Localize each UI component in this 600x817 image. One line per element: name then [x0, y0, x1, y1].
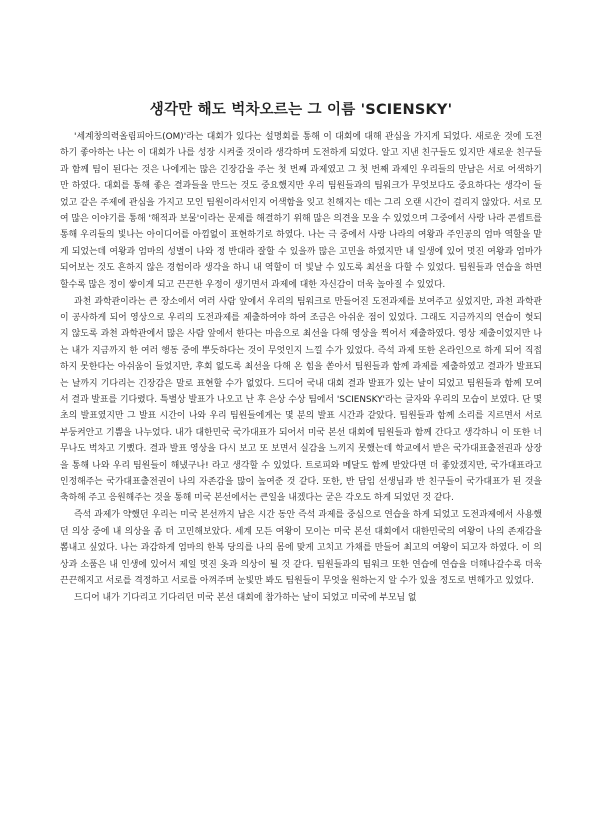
paragraph: 드디어 내가 기다리고 기다리던 미국 본선 대회에 참가하는 날이 되었고 미국에 부모님 없 — [74, 592, 417, 603]
document-body — [60, 129, 542, 606]
document-title: 생각만 해도 벅차오르는 그 이름 'SCIENSKY' — [149, 102, 453, 118]
paragraph: 과천 과학관이라는 큰 장소에서 여러 사람 앞에서 우리의 팀워크로 만들어진 도전과제를 보여주고 싶었지만, 과천 과학관이 공사하게 되어 영상으로 우리의 도전과제를 제출하여야 하여 조금은 아쉬운 점이 있었다. 그래도 지금까지의 연습이 헛되지 않도록 과천 과학관에서 많은 사람 앞에서 한다는 마음으로 최선을 다해 영상을 찍어서 제출하였다. 영상 제출이었지만 나는 내가 지금까지 한 여러 행동 중에 뿌듯하다는 것이 무엇인지 느낄 수가 있었다. 즉석 과제 또한 온라인으로 하게 되어 직접 하지 못한다는 아쉬움이 들었지만, 후회 없도록 최선을 다해 온 힘을 쏟아서 팀원들과 함께 과제를 제출하였고 결과가 발표되는 날까지 기다리는 긴장감은 말로 표현할 수가 없었다. 드디어 국내 대회 결과 발표가 있는 날이 되었고 팀원들과 함께 모여서 결과 발표를 기다렸다. 특별상 발표가 나오고 난 후 은상 수상 팀에서 'SCIENSKY'라는 글자와 우리의 모습이 보였다. 단 몇 초의 발표였지만 그 발표 시간이 나와 우리 팀원들에게는 몇 분의 발표 시간과 같았다. 팀원들과 함께 소리를 지르면서 서로 부둥켜안고 기쁨을 나누었다. 내가 대한민국 국가대표가 되어서 미국 본선 대회에 팀원들과 함께 간다고 생각하니 이 또한 너무나도 벅차고 기뻤다. 결과 발표 영상을 다시 보고 또 보면서 실감을 느끼지 못했는데 학교에서 받은 국가대표출전권과 상장을 통해 나와 우리 팀원들이 해냈구나! 라고 생각할 수 있었다. 트로피와 메달도 함께 받았다면 더 좋았겠지만, 국가대표라고 인정해주는 국가대표출전권이 나의 자존감을 많이 높여준 것 같다. 또한, 반 담임 선생님과 반 친구들이 국가대표가 된 것을 축하해 주고 응원해주는 것을 통해 미국 본선에서는 큰일을 내겠다는 굳은 각오도 하게 되었던 것 같다. — [60, 296, 542, 504]
document-page — [60, 70, 542, 770]
paragraph: '세계창의력올림피아드(OM)'라는 대회가 있다는 설명회를 통해 이 대회에 대해 관심을 가지게 되었다. 새로운 것에 도전하기 좋아하는 나는 이 대회가 나를 성장 시켜줄 것이라 생각하며 도전하게 되었다. 알고 지낸 친구들도 있지만 새로운 친구들과 함께 팀이 된다는 것은 나에게는 많은 긴장감을 주는 첫 번째 과제였고 그 첫 번째 과제인 우리들의 만남은 서로 어색하기만 하였다. 대회를 통해 좋은 결과들을 만드는 것도 중요했지만 우리 팀원들과의 팀워크가 무엇보다도 중요하다는 생각이 들었고 같은 주제에 관심을 가지고 모인 팀원이라서인지 어색함을 잊고 친해지는 데는 그리 오랜 시간이 걸리지 않았다. 서로 모여 많은 이야기를 통해 '해적과 보물'이라는 문제를 해결하기 위해 많은 의견을 모을 수 있었으며 그중에서 사랑 나라 콘셉트를 통해 우리들의 빛나는 아이디어를 아낌없이 표현하기로 하였다. 나는 극 중에서 사랑 나라의 여왕과 주인공의 엄마 역할을 맡게 되었는데 여왕과 엄마의 성별이 나와 정 반대라 잘할 수 있을까 많은 고민을 하였지만 내 일생에 있어 멋진 여왕과 엄마가 되어보는 것도 흔하지 않은 경험이라 생각을 하니 내 역할이 더 빛날 수 있도록 최선을 다할 수 있었다. 팀원들과 연습을 하면 할수록 많은 정이 쌓이게 되고 끈끈한 우정이 생기면서 과제에 대한 자신감이 더욱 높아질 수 있었다. — [60, 132, 542, 290]
paragraph: 즉석 과제가 약했던 우리는 미국 본선까지 남은 시간 동안 즉석 과제를 중심으로 연습을 하게 되었고 도전과제에서 사용했던 의상 중에 내 의상을 좀 더 고민해보았다. 세계 모든 여왕이 모이는 미국 본선 대회에서 대한민국의 여왕이 나의 존재감을 뽐내고 싶었다. 나는 과감하게 엄마의 한복 당의를 나의 몸에 맞게 고치고 가채를 만들어 최고의 여왕이 되고자 하였다. 이 의상과 소품은 내 인생에 있어서 제일 멋진 옷과 의상이 될 것 같다. 팀원들과의 팀워크 또한 연습에 연습을 더해나갈수록 더욱 끈끈해지고 서로를 격정하고 서로를 아껴주며 눈빛만 봐도 팀원들이 무엇을 원하는지 알 수가 있을 정도로 변해가고 있었다. — [60, 510, 542, 586]
